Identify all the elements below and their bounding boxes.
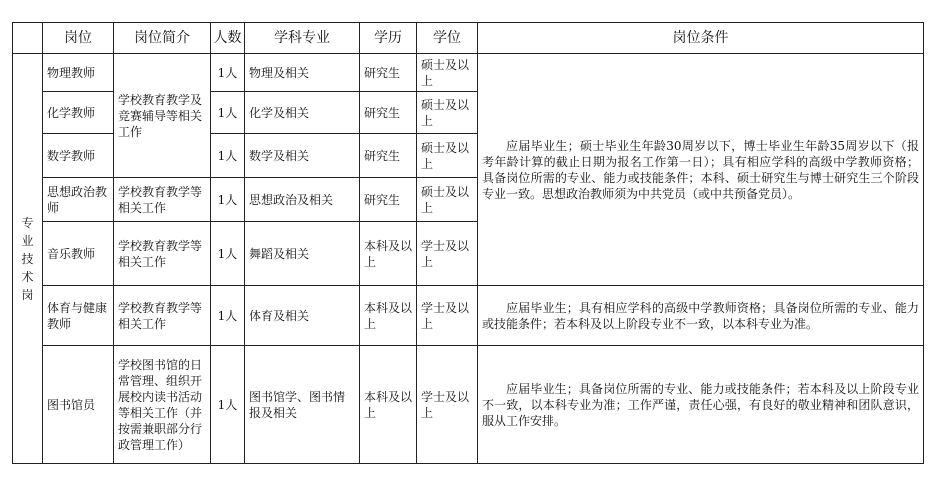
table-row	[13, 286, 924, 346]
edu-cell: 本科及以上	[360, 286, 417, 346]
post-cell: 化学教师	[43, 92, 114, 134]
count-cell: 1人	[211, 178, 245, 222]
post-cell: 图书馆员	[43, 346, 114, 464]
header-edu: 学历	[360, 23, 417, 54]
count-cell: 1人	[211, 134, 245, 178]
major-cell: 物理及相关	[245, 54, 360, 92]
degree-cell: 硕士及以上	[417, 54, 478, 92]
header-category	[13, 23, 43, 54]
header-intro: 岗位简介	[114, 23, 211, 54]
post-cell: 思想政治教师	[43, 178, 114, 222]
intro-cell: 学校图书馆的日常管理、组织开展校内读书活动等相关工作（并按需兼职部分行政管理工作）	[114, 346, 211, 464]
major-cell: 体育及相关	[245, 286, 360, 346]
intro-cell: 学校教育教学及竞赛辅导等相关工作	[114, 54, 211, 178]
major-cell: 图书馆学、图书情报及相关	[245, 346, 360, 464]
header-row	[13, 23, 924, 54]
header-count: 人数	[211, 23, 245, 54]
degree-cell: 硕士及以上	[417, 178, 478, 222]
post-cell: 体育与健康教师	[43, 286, 114, 346]
count-cell: 1人	[211, 92, 245, 134]
post-cell: 音乐教师	[43, 222, 114, 286]
edu-cell: 研究生	[360, 54, 417, 92]
degree-cell: 硕士及以上	[417, 92, 478, 134]
degree-cell: 硕士及以上	[417, 134, 478, 178]
post-cell: 数学教师	[43, 134, 114, 178]
post-cell: 物理教师	[43, 54, 114, 92]
table-row	[13, 346, 924, 464]
intro-cell: 学校教育教学等相关工作	[114, 222, 211, 286]
conditions-cell: 应届毕业生；具有相应学科的高级中学教师资格；具备岗位所需的专业、能力或技能条件；若本科及以上阶段专业不一致，以本科专业为准。	[478, 286, 924, 346]
major-cell: 化学及相关	[245, 92, 360, 134]
count-cell: 1人	[211, 54, 245, 92]
edu-cell: 研究生	[360, 134, 417, 178]
table-row	[13, 54, 924, 92]
job-positions-table	[12, 22, 924, 464]
edu-cell: 本科及以上	[360, 222, 417, 286]
degree-cell: 学士及以上	[417, 346, 478, 464]
intro-cell: 学校教育教学等相关工作	[114, 286, 211, 346]
category-cell: 专业技术岗	[13, 54, 43, 464]
major-cell: 舞蹈及相关	[245, 222, 360, 286]
degree-cell: 学士及以上	[417, 286, 478, 346]
edu-cell: 研究生	[360, 92, 417, 134]
edu-cell: 研究生	[360, 178, 417, 222]
intro-cell: 学校教育教学等相关工作	[114, 178, 211, 222]
conditions-cell: 应届毕业生；具备岗位所需的专业、能力或技能条件；若本科及以上阶段专业不一致，以本科专业为准；工作严谨，责任心强，有良好的敬业精神和团队意识，服从工作安排。	[478, 346, 924, 464]
header-degree: 学位	[417, 23, 478, 54]
header-conditions: 岗位条件	[478, 23, 924, 54]
edu-cell: 本科及以上	[360, 346, 417, 464]
count-cell: 1人	[211, 346, 245, 464]
count-cell: 1人	[211, 286, 245, 346]
major-cell: 思想政治及相关	[245, 178, 360, 222]
header-major: 学科专业	[245, 23, 360, 54]
header-post: 岗位	[43, 23, 114, 54]
major-cell: 数学及相关	[245, 134, 360, 178]
conditions-cell: 应届毕业生；硕士毕业生年龄30周岁以下，博士毕业生年龄35周岁以下（报考年龄计算的截止日期为报名工作第一日）；具有相应学科的高级中学教师资格；具备岗位所需的专业、能力或技能条件；本科、硕士研究生与博士研究生三个阶段专业一致。思想政治教师须为中共党员（或中共预备党员）。	[478, 54, 924, 286]
degree-cell: 学士及以上	[417, 222, 478, 286]
count-cell: 1人	[211, 222, 245, 286]
